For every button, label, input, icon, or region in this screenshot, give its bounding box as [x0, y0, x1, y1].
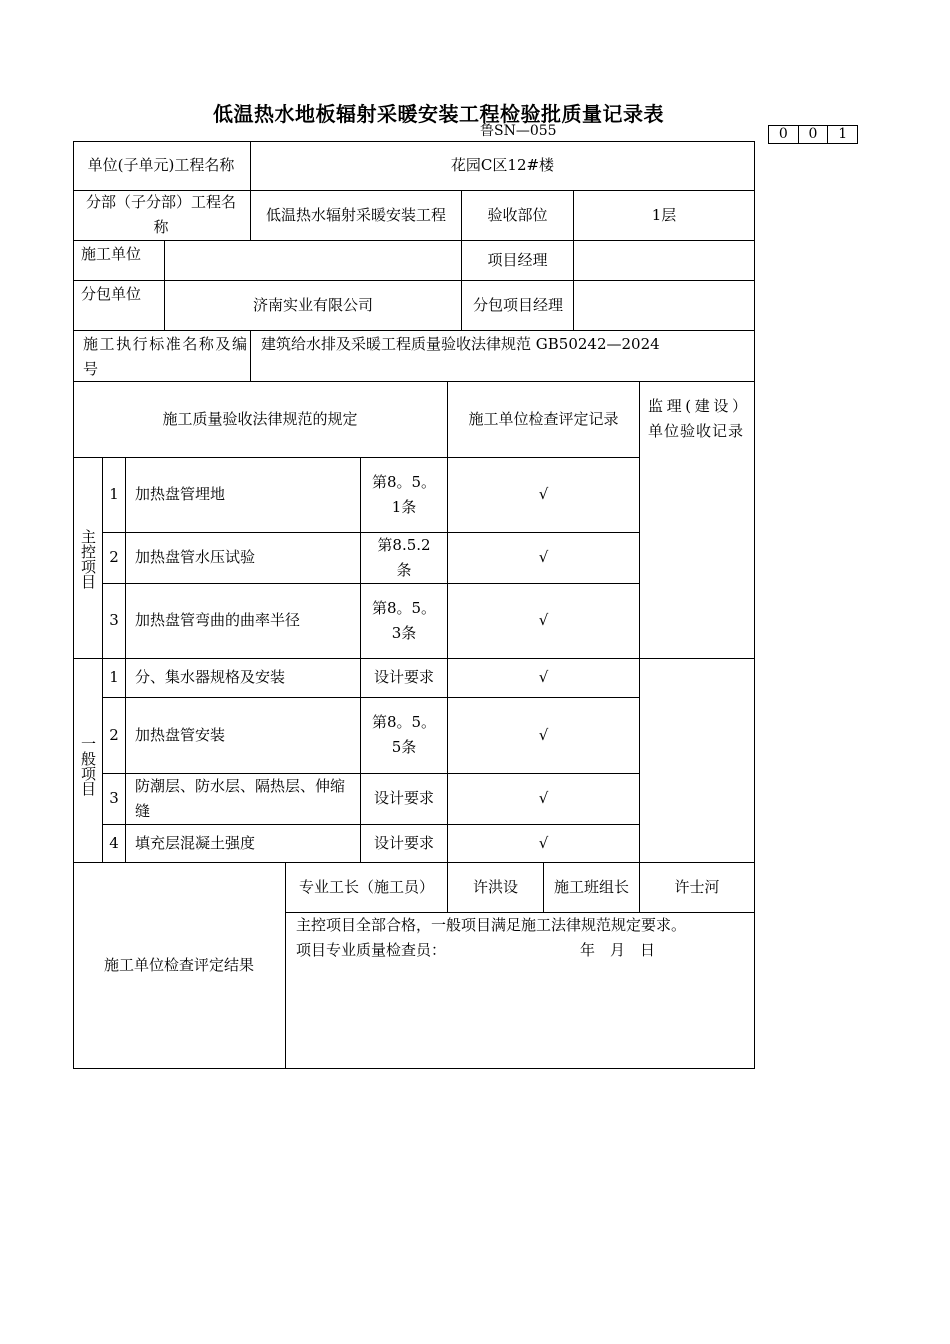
item-clause: 第8。5。5条 [371, 713, 437, 756]
sub-manager-label: 分包项目经理 [473, 295, 564, 314]
form-code: 鲁SN—055 [480, 123, 557, 139]
serial-digit: 1 [838, 126, 848, 142]
foreman-label: 专业工长（施工员） [298, 877, 434, 896]
project-manager-value [574, 240, 754, 280]
unit-project-value: 花园C区12#楼 [450, 156, 555, 174]
acceptance-part-label: 验收部位 [487, 205, 548, 224]
col-divider [125, 457, 126, 863]
standard-label: 施工执行标准名称及编号 [83, 335, 247, 378]
table-border [754, 141, 755, 1069]
item-check: √ [538, 611, 549, 629]
item-clause: 设计要求 [373, 833, 434, 852]
result-label: 施工单位检查评定结果 [103, 955, 254, 974]
general-group-label: 一般项目 [79, 736, 97, 796]
foreman-value: 许洪设 [472, 877, 518, 896]
row-divider [73, 330, 755, 331]
item-number: 3 [109, 789, 119, 807]
sub-project-value: 低温热水辐射采暖安装工程 [265, 205, 446, 224]
col-divider [639, 381, 640, 863]
item-clause: 第8。5。1条 [371, 472, 437, 516]
item-check: √ [538, 833, 549, 852]
item-name: 加热盘管安装 [135, 725, 226, 744]
item-check: √ [538, 485, 549, 503]
item-name: 分、集水器规格及安装 [135, 668, 286, 686]
item-clause: 第8.5.2条 [377, 535, 431, 579]
item-check: √ [538, 668, 549, 686]
table-border [73, 1068, 755, 1069]
serial-number-box [768, 125, 858, 144]
sub-manager-value [574, 280, 754, 330]
inspector-label: 项目专业质量检查员： [296, 941, 447, 959]
item-number: 4 [109, 833, 119, 852]
item-check: √ [538, 725, 549, 744]
item-clause: 第8。5。3条 [371, 598, 437, 642]
item-check: √ [538, 789, 549, 807]
main-group-label: 主控项目 [79, 529, 97, 589]
serial-digit: 0 [799, 126, 829, 143]
project-manager-label: 项目经理 [487, 250, 548, 269]
item-name: 加热盘管埋地 [135, 485, 226, 503]
acceptance-part-value: 1层 [651, 205, 677, 224]
item-number: 1 [109, 668, 119, 686]
subcontractor-value: 济南实业有限公司 [252, 295, 373, 314]
construction-unit-value [165, 240, 461, 280]
item-name: 加热盘管水压试验 [135, 548, 256, 566]
check-column-header: 施工单位检查评定记录 [468, 409, 619, 428]
item-check: √ [538, 548, 549, 566]
unit-project-label: 单位(子单元)工程名称 [87, 156, 235, 174]
subcontractor-label: 分包单位 [81, 285, 142, 303]
conclusion-text: 主控项目全部合格，一般项目满足施工法律规范规定要求。 [296, 916, 687, 934]
date-label: 年 月 日 [580, 941, 656, 959]
inspection-record-table [73, 141, 755, 1069]
spec-column-header: 施工质量验收法律规范的规定 [162, 409, 358, 428]
supervision-column-header: 监理(建设）单位验收记录 [648, 397, 748, 440]
item-name: 填充层混凝土强度 [135, 833, 256, 852]
construction-unit-label: 施工单位 [81, 245, 142, 263]
sub-project-label: 分部（子分部）工程名称 [85, 193, 236, 236]
standard-value: 建筑给水排及采暖工程质量验收法律规范 GB50242—2024 [261, 335, 660, 353]
team-leader-label: 施工班组长 [554, 877, 630, 896]
item-name: 加热盘管弯曲的曲率半径 [135, 611, 301, 629]
item-number: 2 [109, 548, 119, 566]
item-name: 防潮层、防水层、隔热层、伸缩缝 [135, 776, 346, 820]
serial-digit: 0 [769, 126, 799, 143]
item-clause: 设计要求 [373, 789, 434, 807]
team-leader-value: 许士河 [674, 877, 720, 896]
item-number: 3 [109, 611, 119, 629]
document-title: 低温热水地板辐射采暖安装工程检验批质量记录表 [213, 102, 664, 126]
item-clause: 设计要求 [373, 668, 434, 686]
item-number: 1 [109, 485, 119, 503]
item-number: 2 [109, 725, 119, 744]
